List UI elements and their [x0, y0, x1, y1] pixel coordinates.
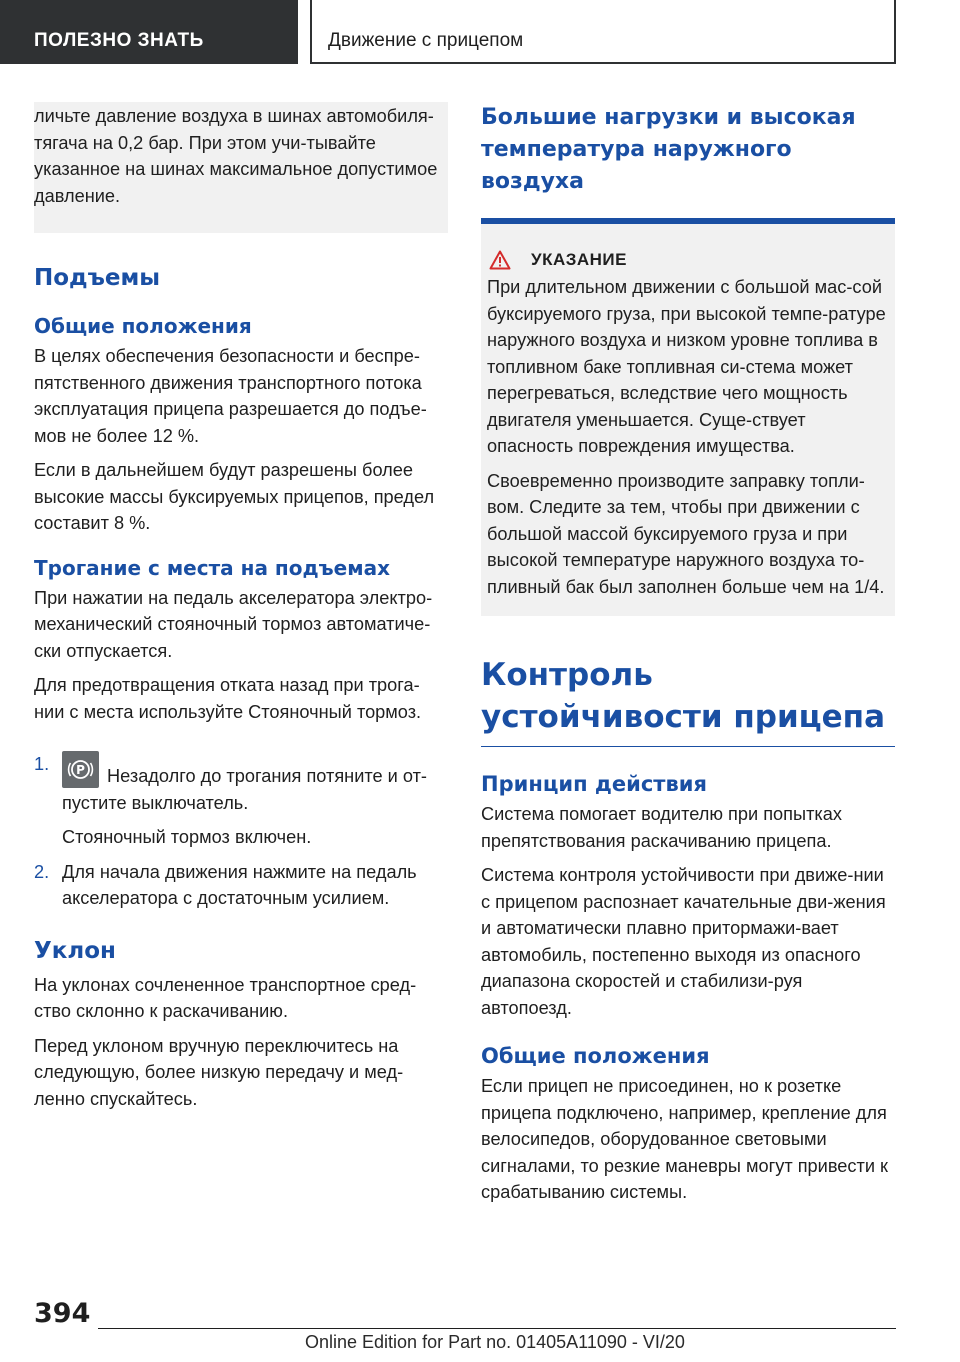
left-column — [34, 102, 448, 1120]
footer-edition: Online Edition for Part no. 01405A11090 - VI/20 — [305, 1332, 685, 1352]
right-column — [481, 102, 895, 1214]
warning-header — [487, 250, 891, 270]
section-tab: ПОЛЕЗНО ЗНАТЬ — [0, 0, 298, 64]
heading-ascents: Подъемы — [34, 265, 161, 291]
warning-text: Своевременно производите заправку топли-вом. Следите за тем, чтобы при движении с большой массой буксируемого груза и при высокой температуре наружного воздуха то-пливный бак был заполнен больше чем на 1/4. — [487, 470, 885, 597]
paragraph: При нажатии на педаль акселератора электро-механический стояночный тормоз автоматиче-ски отпускается. — [34, 587, 433, 661]
step-number: 2. — [34, 861, 50, 882]
step-text: Для начала движения нажмите на педаль акселератора с достаточным усилием. — [62, 861, 417, 908]
paragraph: Если прицеп не присоединен, но к розетке прицепа подключено, например, крепление для велосипедов, оборудованное световыми сигналами, то резкие маневры могут привести к срабатыванию системы. — [481, 1076, 888, 1202]
page-number: 394 — [34, 1298, 91, 1329]
warning-text: При длительном движении с большой мас-сой буксируемого груза, при высокой темпе-ратуре наружного воздуха и низком уровне топлива в топливном баке топливная си-стема может перегреваться, вследствие чего мощность двигателя уменьшается. Суще-ствует опасность повреждения имущества. — [487, 277, 886, 456]
warning-title: УКАЗАНИЕ — [531, 250, 627, 269]
heading-heavy-loads: Большие нагрузки и высокая температура наружного воздуха — [481, 105, 856, 194]
heading-general: Общие положения — [34, 314, 252, 338]
footer-rule — [98, 1328, 896, 1329]
step-result-text: Стояночный тормоз включен. — [62, 827, 312, 847]
warning-triangle-icon — [489, 250, 511, 270]
paragraph: Система помогает водителю при попытках препятствования раскачиванию прицепа. — [481, 804, 842, 851]
svg-text:P: P — [76, 763, 85, 777]
heading-principle: Принцип действия — [481, 772, 707, 796]
paragraph: На уклонах сочлененное транспортное сред-ство склонно к раскачиванию. — [34, 974, 417, 1021]
step-result — [34, 824, 448, 851]
chapter-title: Движение с прицепом — [310, 0, 896, 64]
steps-list — [34, 751, 448, 912]
paragraph: Система контроля устойчивости при движе-нии с прицепом распознает качательные дви-жения и автоматически плавно притормажи-вает автомобиль, постепенно выходя из опасного диапазона скоростей и стабилизи-руя автопоезд. — [481, 865, 886, 1018]
warning-box — [481, 224, 895, 616]
heading-general-2: Общие положения — [481, 1044, 710, 1068]
paragraph: Если в дальнейшем будут разрешены более высокие массы буксируемых прицепов, предел составит 8 %. — [34, 460, 435, 533]
note-box — [34, 102, 448, 233]
page-header — [0, 0, 960, 66]
section-heading-block — [481, 654, 895, 747]
paragraph: Перед уклоном вручную переключитесь на следующую, более низкую передачу и мед-ленно спускайтесь. — [34, 1035, 404, 1109]
step-item — [34, 751, 448, 816]
heading-starting-on-slope: Трогание с места на подъемах — [34, 555, 390, 580]
heading-slope: Уклон — [34, 937, 116, 964]
note-text: личьте давление воздуха в шинах автомобиля-тягача на 0,2 бар. При этом учи-тывайте указанное на шинах максимальное допустимое давление. — [34, 106, 438, 206]
step-text: Незадолго до трогания потяните и от-пустите выключатель. — [62, 766, 427, 813]
paragraph: Для предотвращения отката назад при трога-нии с места используйте Стояночный тормоз. — [34, 675, 422, 722]
parking-brake-icon — [62, 751, 99, 788]
heading-trailer-stability: Контроль устойчивости прицепа — [481, 657, 886, 735]
paragraph: В целях обеспечения безопасности и беспре-пятственного движения транспортного потока эксплуатация прицепа разрешается до подъе-мов не более 12 %. — [34, 346, 427, 446]
step-item — [34, 859, 448, 912]
step-number: 1. — [34, 754, 50, 774]
